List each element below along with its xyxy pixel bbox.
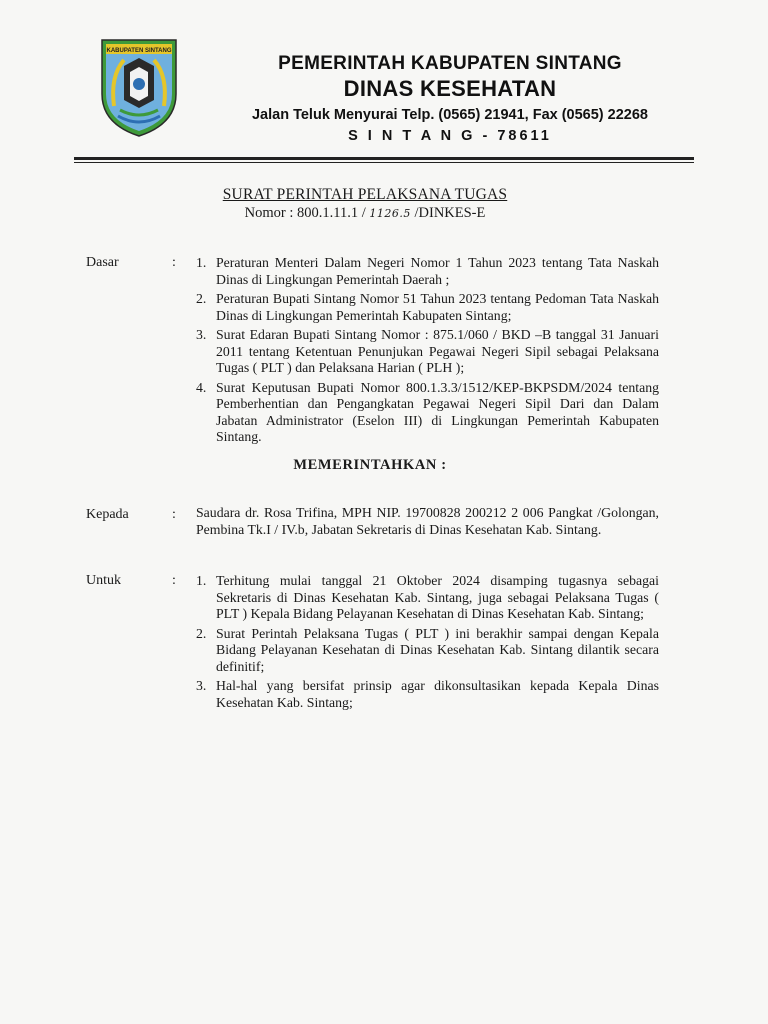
dasar-item-text: Surat Keputusan Bupati Nomor 800.1.3.3/1512/KEP-BKPSDM/2024 tentang Pemberhentian dan Pengangkatan Pegawai Negeri Sipil Dari dan Dalam Jabatan Administrator (Eselon III) di Lingkungan Pemerintah Kabupaten Sintang. (216, 379, 659, 444)
letterhead-address: Jalan Teluk Menyurai Telp. (0565) 21941, Fax (0565) 22268 (251, 107, 648, 123)
kepada-text: Saudara dr. Rosa Trifina, MPH NIP. 19700828 200212 2 006 Pangkat /Golongan, Pembina Tk.I / IV.b, Jabatan Sekretaris di Dinas Kesehatan Kab. Sintang. (196, 505, 659, 537)
letterhead-government: PEMERINTAH KABUPATEN SINTANG (278, 53, 622, 74)
dasar-item-number: 3. (196, 327, 207, 342)
number-suffix: /DINKES-E (414, 205, 486, 221)
untuk-list (196, 573, 659, 714)
dasar-item-number: 1. (196, 255, 207, 270)
dasar-item (196, 327, 659, 377)
untuk-label: Untuk (86, 573, 121, 588)
dasar-item-number: 4. (196, 379, 207, 395)
letterhead-rule-thick (74, 157, 694, 160)
kepada-colon: : (172, 507, 176, 522)
untuk-item-number: 1. (196, 573, 207, 588)
untuk-item-number: 2. (196, 625, 207, 641)
kepada-label: Kepada (86, 507, 129, 522)
dasar-item-number: 2. (196, 291, 207, 306)
untuk-item (196, 573, 659, 623)
dasar-label: Dasar (86, 255, 119, 270)
title-heading: SURAT PERINTAH PELAKSANA TUGAS (222, 186, 508, 203)
untuk-item (196, 678, 659, 711)
untuk-item (196, 626, 659, 676)
dasar-colon: : (172, 255, 176, 270)
letterhead (200, 52, 700, 146)
untuk-item-text: Terhitung mulai tanggal 21 Oktober 2024 disamping tugasnya sebagai Sekretaris di Dinas Kesehatan Kab. Sintang, juga sebagai Pelaksana Tugas ( PLT ) Kepala Bidang Pelayanan Kesehatan di Dinas Kesehatan Kab. Sintang; (216, 573, 659, 621)
number-prefix: Nomor : 800.1.11.1 / (244, 205, 366, 221)
dasar-list (196, 255, 659, 449)
untuk-colon: : (172, 573, 176, 588)
letterhead-city: S I N T A N G - 78611 (348, 128, 552, 144)
kabupaten-sintang-crest-icon (96, 36, 182, 138)
dasar-item (196, 255, 659, 288)
untuk-item-number: 3. (196, 678, 207, 693)
letterhead-rule-thin (74, 162, 694, 163)
letterhead-office: DINAS KESEHATAN (343, 76, 557, 101)
dasar-item-text: Peraturan Bupati Sintang Nomor 51 Tahun 2023 tentang Pedoman Tata Naskah Dinas di Lingkungan Pemerintah Kabupaten Sintang; (216, 291, 659, 323)
order-heading: MEMERINTAHKAN : (293, 457, 447, 473)
dasar-item-text: Surat Edaran Bupati Sintang Nomor : 875.1/060 / BKD –B tanggal 31 Januari 2011 tentang Ketentuan Penunjukan Pegawai Negeri Sipil sebagai Pelaksana Tugas ( PLT ) dan Pelaksana Harian ( PLH ); (216, 327, 659, 375)
crest-banner-text: KABUPATEN SINTANG (106, 48, 172, 54)
document-number (150, 204, 580, 223)
untuk-item-text: Surat Perintah Pelaksana Tugas ( PLT ) ini berakhir sampai dengan Kepala Bidang Pelayanan Kesehatan di Dinas Kesehatan Kab. Sintang dilantik secara definitif; (216, 625, 659, 674)
dasar-item-text: Peraturan Menteri Dalam Negeri Nomor 1 Tahun 2023 tentang Tata Naskah Dinas di Lingkungan Pemerintah Daerah ; (216, 255, 659, 287)
number-handwritten: 1126.5 (369, 207, 411, 220)
dasar-item (196, 291, 659, 324)
untuk-item-text: Hal-hal yang bersifat prinsip agar dikonsultasikan kepada Kepala Dinas Kesehatan Kab. Sintang; (216, 678, 659, 710)
document-title (150, 186, 580, 223)
dasar-item (196, 380, 659, 446)
